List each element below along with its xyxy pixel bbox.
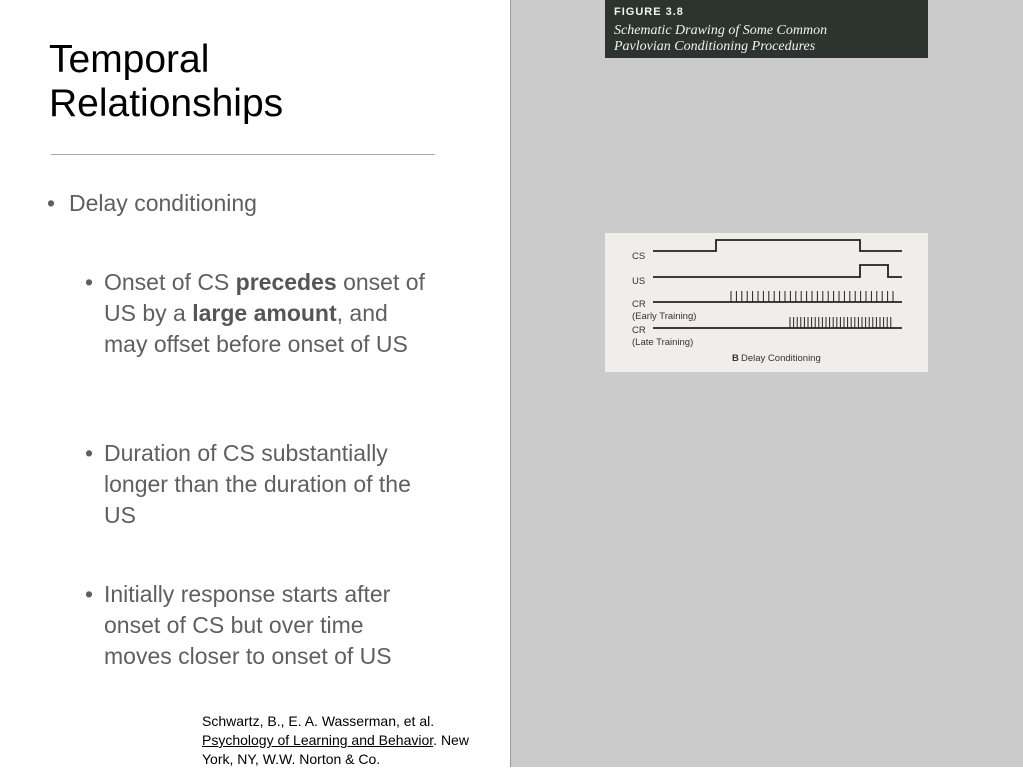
citation	[202, 712, 502, 769]
sub-bullet-duration	[85, 438, 435, 531]
row-label-cs: CS	[632, 251, 646, 262]
caption-line-1: Schematic Drawing of Some Common	[614, 23, 828, 38]
panel-letter: B	[732, 353, 739, 364]
title-line-1: Temporal	[49, 38, 210, 81]
text-run: onset of US by a	[104, 269, 425, 326]
title-line-2: Relationships	[49, 82, 284, 125]
sub-bullet-response	[85, 579, 435, 672]
cr-late-responses	[790, 317, 891, 328]
row-label-us: US	[632, 276, 646, 287]
delay-conditioning-diagram	[605, 233, 928, 372]
bullet-marker: •	[85, 581, 94, 607]
bullet-marker: •	[85, 269, 94, 295]
caption-line-2: Pavlovian Conditioning Procedures	[614, 39, 816, 54]
citation-book-title: Psychology of Learning and Behavior	[202, 732, 434, 748]
figure-header	[605, 0, 928, 58]
bold-run-precedes: precedes	[235, 269, 337, 295]
cs-trace	[653, 240, 902, 251]
sub-bullet-text: Initially response starts after onset of CS but over time moves closer to onset of US	[104, 581, 392, 669]
text-run: Onset of CS	[104, 269, 236, 295]
row-sublabel-late: (Late Training)	[632, 337, 694, 348]
figure-label: FIGURE 3.8	[614, 6, 684, 18]
text-run: , and may offset before onset of US	[104, 300, 408, 357]
bold-run-large-amount: large amount	[192, 300, 337, 326]
row-label-cr-early: CR	[632, 299, 646, 310]
sub-bullet-text: Duration of CS substantially longer than the duration of the US	[104, 440, 411, 528]
citation-publisher: . New York, NY, W.W. Norton & Co.	[202, 732, 469, 767]
cr-early-responses	[731, 291, 893, 302]
panel-title: Delay Conditioning	[741, 353, 821, 364]
timing-diagram	[605, 233, 928, 372]
figure-caption	[614, 23, 827, 55]
bullet-marker: •	[85, 440, 94, 466]
us-trace	[653, 265, 902, 277]
sub-bullet-onset	[85, 267, 435, 360]
citation-authors: Schwartz, B., E. A. Wasserman, et al.	[202, 713, 435, 729]
bullet-text: Delay conditioning	[69, 190, 257, 216]
bullet-marker: •	[47, 190, 56, 216]
right-panel	[510, 0, 1023, 767]
bullet-list	[0, 0, 510, 700]
row-sublabel-early: (Early Training)	[632, 311, 697, 322]
row-label-cr-late: CR	[632, 325, 646, 336]
sub-bullet-text	[104, 267, 435, 360]
